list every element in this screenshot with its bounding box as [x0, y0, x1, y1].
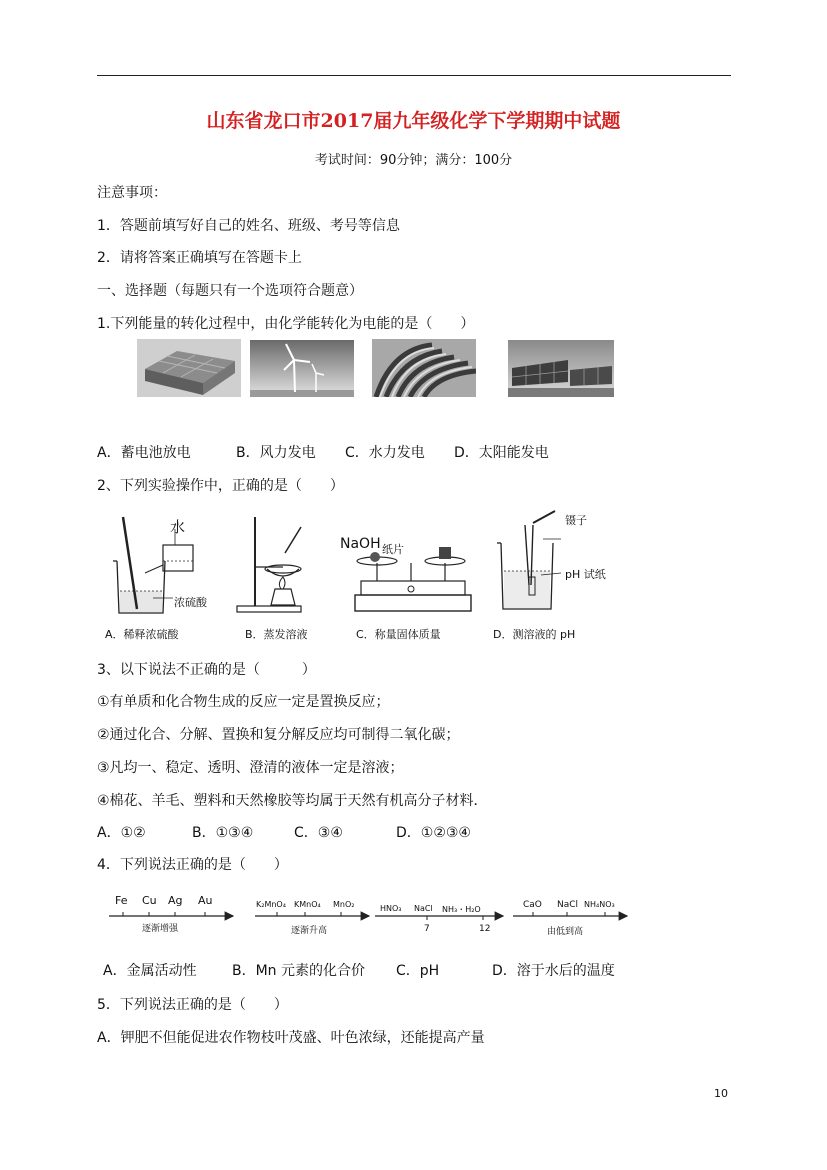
exam-title: 山东省龙口市2017届九年级化学下学期期中试题: [206, 110, 621, 132]
question-1-option-b: B．风力发电: [236, 445, 316, 461]
exam-info: 考试时间：90分钟；满分：100分: [314, 153, 513, 168]
question-3-option-d: D．①②③④: [396, 825, 471, 841]
question-3-statement: ③凡均一、稳定、透明、澄清的液体一定是溶液；: [97, 760, 404, 776]
wind-turbine-image: [250, 340, 354, 397]
axis-b-item: MnO₂: [333, 900, 355, 909]
question-1-option-d: D．太阳能发电: [454, 445, 549, 461]
axis-d-label: 由低到高: [547, 927, 584, 937]
axis-c-tick: 7: [424, 924, 430, 934]
axis-a-label: 逐渐增强: [142, 924, 179, 934]
axis-d-item: CaO: [523, 900, 542, 910]
question-1-option-c: C．水力发电: [345, 445, 425, 461]
axis-c-item: NH₃・H₂O: [442, 905, 481, 914]
question-5-stem: 5．下列说法正确的是（ ）: [97, 997, 288, 1013]
battery-image: [137, 339, 241, 397]
question-4-option-b: B．Mn 元素的化合价: [232, 963, 366, 979]
question-1-option-a: A．蓄电池放电: [97, 445, 191, 461]
axis-a-item: Cu: [142, 894, 157, 907]
ph-paper-label: pH 试纸: [565, 568, 606, 581]
question-2-option-c: C．称量固体质量: [356, 628, 441, 641]
question-4-stem: 4．下列说法正确的是（ ）: [97, 857, 288, 873]
acid-label: 浓硫酸: [174, 596, 207, 609]
section-heading: 一、选择题（每题只有一个选项符合题意）: [97, 283, 363, 299]
notice-item: 2．请将答案正确填写在答题卡上: [97, 250, 302, 266]
question-3-option-b: B．①③④: [192, 825, 254, 841]
question-5-option-a: A．钾肥不但能促进农作物枝叶茂盛、叶色浓绿，还能提高产量: [97, 1030, 485, 1046]
question-1-stem: 1.下列能量的转化过程中，由化学能转化为电能的是（ ）: [97, 316, 475, 332]
page-number: 10: [714, 1087, 728, 1100]
solar-panel-image: [508, 340, 614, 397]
balance-diagram: [355, 547, 471, 611]
axis-b-item: K₂MnO₄: [256, 900, 286, 909]
question-3-statement: ①有单质和化合物生成的反应一定是置换反应；: [97, 694, 390, 710]
question-3-stem: 3、以下说法不正确的是（ ）: [97, 662, 316, 678]
question-3-option-c: C．③④: [294, 825, 343, 841]
water-label: 水: [170, 518, 186, 536]
question-4-option-c: C．pH: [396, 963, 440, 979]
question-2-option-d: D．测溶液的 pH: [493, 628, 576, 641]
axis-b-item: KMnO₄: [294, 900, 321, 909]
question-2-stem: 2、下列实验操作中，正确的是（ ）: [97, 478, 344, 494]
question-4-option-d: D．溶于水后的温度: [492, 963, 615, 979]
naoh-label: NaOH: [340, 536, 381, 552]
axis-c-item: HNO₃: [380, 904, 402, 913]
question-3-statement: ②通过化合、分解、置换和复分解反应均可制得二氧化碳；: [97, 727, 460, 743]
axis-a-item: Fe: [115, 894, 128, 907]
evaporation-apparatus-diagram: [237, 517, 301, 612]
hydropower-image: [372, 339, 476, 397]
question-2-option-a: A．稀释浓硫酸: [105, 628, 179, 641]
axis-b-label: 逐渐升高: [291, 926, 328, 936]
axis-d-item: NaCl: [557, 900, 579, 910]
axis-a-item: Au: [198, 894, 213, 907]
question-4-option-a: A．金属活动性: [103, 963, 197, 979]
question-3-option-a: A．①②: [97, 825, 146, 841]
tweezers-label: 镊子: [565, 514, 587, 527]
notice-item: 1．答题前填写好自己的姓名、班级、考号等信息: [97, 218, 400, 234]
header-rule: [97, 75, 731, 76]
axis-c-tick: 12: [479, 924, 491, 934]
axis-a-item: Ag: [168, 894, 183, 907]
ph-test-diagram: [497, 511, 561, 609]
question-2-option-b: B．蒸发溶液: [245, 628, 308, 641]
axis-d-item: NH₄NO₃: [584, 900, 615, 909]
question-3-statement: ④棉花、羊毛、塑料和天然橡胶等均属于天然有机高分子材料．: [97, 793, 488, 809]
paper-label: 纸片: [382, 543, 404, 556]
axis-c-item: NaCl: [414, 904, 433, 913]
notice-heading: 注意事项：: [97, 185, 167, 201]
